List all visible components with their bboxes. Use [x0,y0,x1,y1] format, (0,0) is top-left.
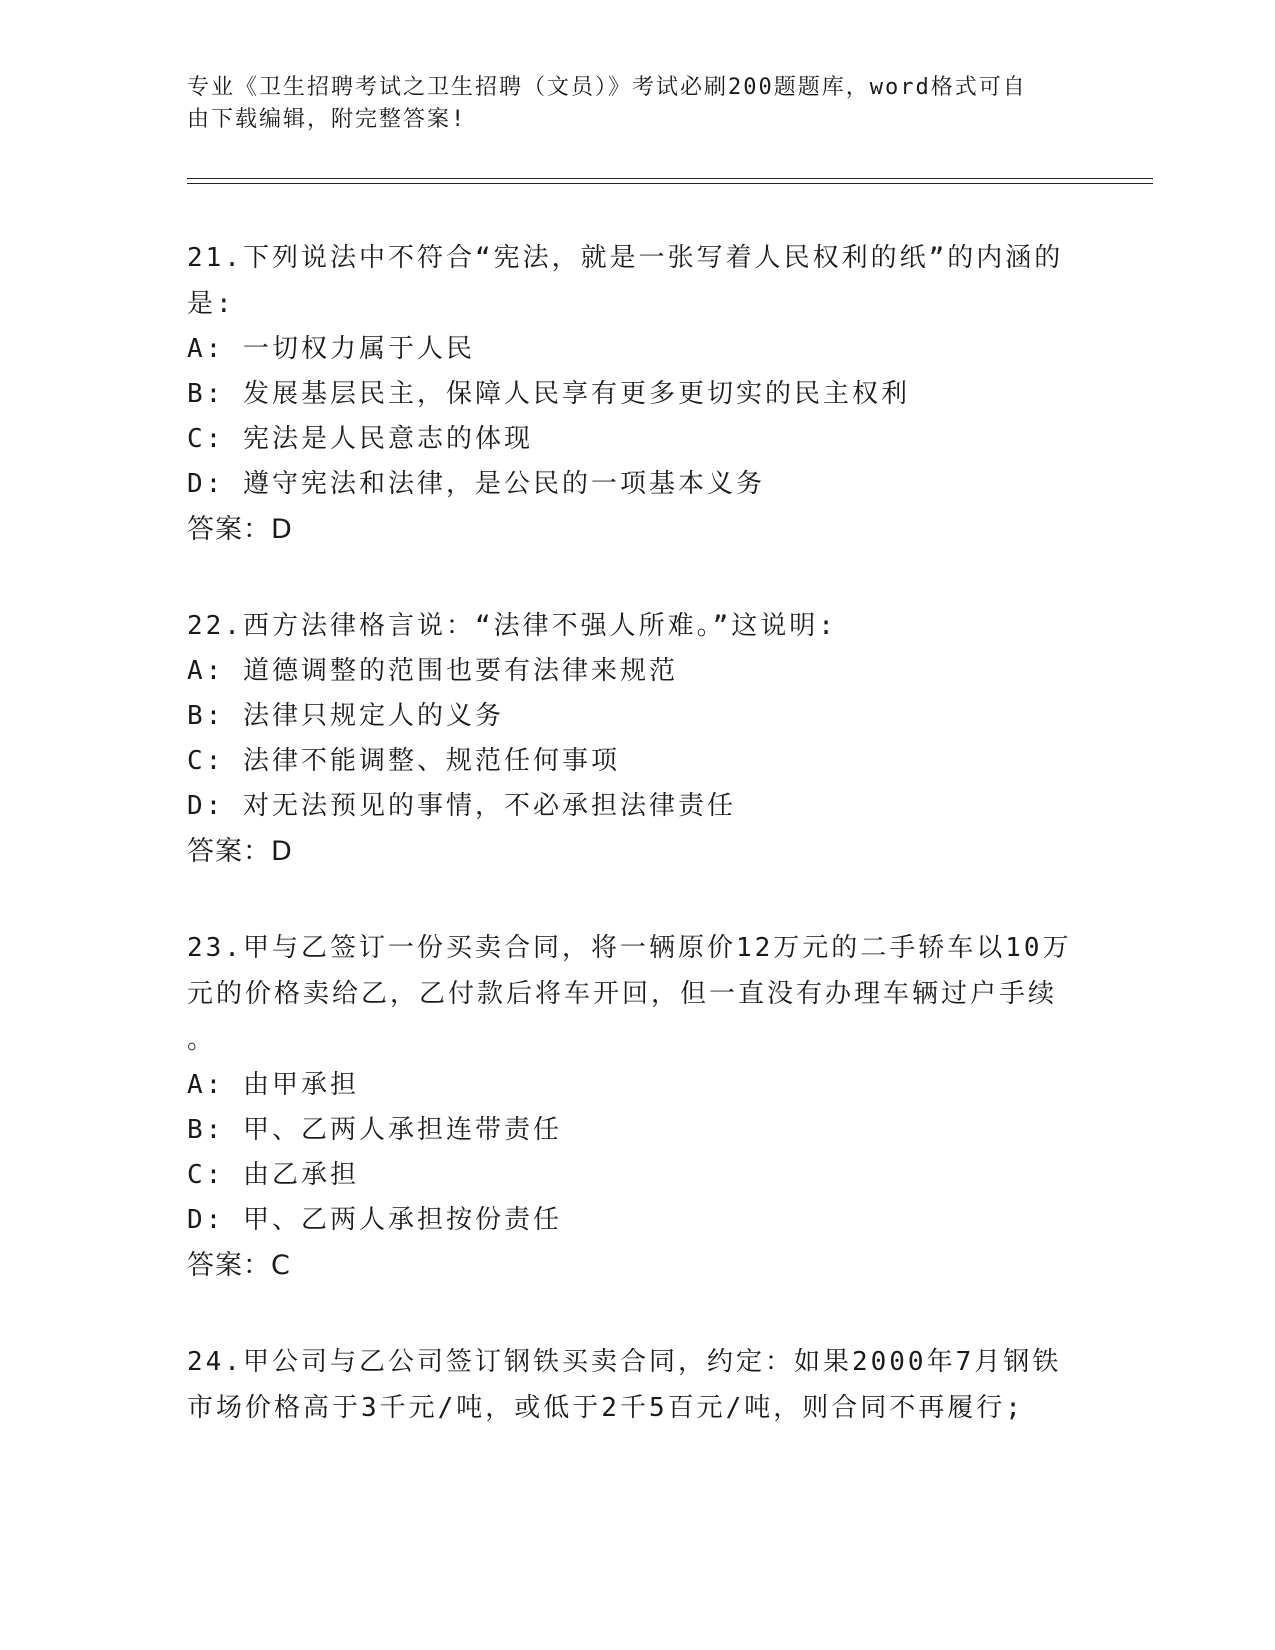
option-a: A: 由甲承担 [187,1070,359,1100]
option-d: D: 甲、乙两人承担按份责任 [187,1205,562,1235]
header-rule-bottom [187,183,1153,184]
header-line-1: 专业《卫生招聘考试之卫生招聘（文员）》考试必刷200题题库，word格式可自 [187,75,1027,100]
option-a: A: 一切权力属于人民 [187,334,475,364]
question-stem [187,925,1077,1063]
stem-line: 元的价格卖给乙，乙付款后将车开回，但一直没有办理车辆过户手续 [187,979,1058,1009]
option-b: B: 甲、乙两人承担连带责任 [187,1115,562,1145]
question-22 [187,603,1077,875]
answer-line: 答案：D [187,836,293,867]
stem-line: 24.甲公司与乙公司签订钢铁买卖合同，约定：如果2000年7月钢铁 [187,1347,1062,1377]
stem-line: 。 [187,1025,217,1055]
question-list [187,235,1077,1481]
option-b: B: 法律只规定人的义务 [187,701,504,731]
stem-line: 市场价格高于3千元/吨，或低于2千5百元/吨，则合同不再履行; [187,1393,1024,1423]
question-stem [187,1339,1077,1431]
answer-line: 答案：D [187,514,293,545]
stem-line: 21.下列说法中不符合“宪法，就是一张写着人民权利的纸”的内涵的 [187,243,1064,273]
option-d: D: 遵守宪法和法律，是公民的一项基本义务 [187,469,765,499]
header-rule-top [187,178,1153,179]
header-line-2: 由下载编辑，附完整答案! [187,107,467,132]
option-b: B: 发展基层民主，保障人民享有更多更切实的民主权利 [187,379,910,409]
option-d: D: 对无法预见的事情，不必承担法律责任 [187,791,736,821]
stem-line: 22.西方法律格言说：“法律不强人所难。”这说明: [187,611,837,641]
question-21 [187,235,1077,553]
stem-line: 23.甲与乙签订一份买卖合同，将一辆原价12万元的二手轿车以10万 [187,933,1072,963]
question-24 [187,1339,1077,1431]
option-c: C: 由乙承担 [187,1160,359,1190]
document-header [187,72,1067,136]
question-23 [187,925,1077,1289]
stem-line: 是: [187,289,235,319]
option-c: C: 宪法是人民意志的体现 [187,424,533,454]
answer-line: 答案：C [187,1250,291,1281]
question-stem [187,603,1077,649]
option-a: A: 道德调整的范围也要有法律来规范 [187,656,678,686]
question-stem [187,235,1077,327]
option-c: C: 法律不能调整、规范任何事项 [187,746,620,776]
